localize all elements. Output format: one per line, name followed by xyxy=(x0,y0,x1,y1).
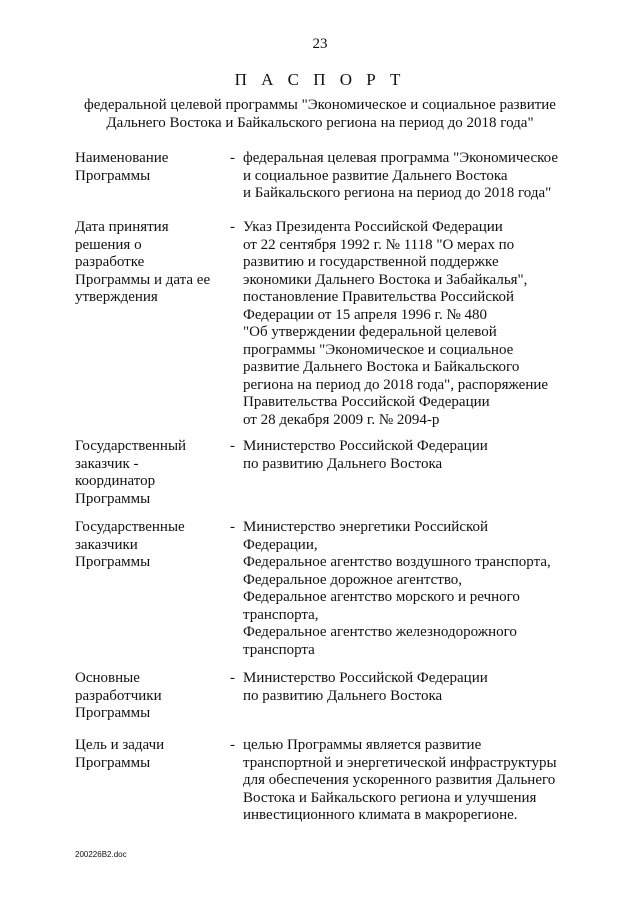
dash-separator: - xyxy=(230,438,235,454)
value-line: Федеральное агентство воздушного транспорта, xyxy=(243,554,551,570)
value-line: по развитию Дальнего Востока xyxy=(243,687,443,704)
value-line: Федерации от 15 апреля 1996 г. № 480 xyxy=(243,306,487,323)
value-line: Федеральное агентство морского и речного xyxy=(243,589,520,605)
value-line: Министерство Российской Федерации xyxy=(243,670,488,686)
section-label xyxy=(75,519,225,572)
label-line: утверждения xyxy=(75,289,158,305)
page-number: 23 xyxy=(312,36,328,52)
value-line: программы "Экономическое и социальное xyxy=(243,341,514,358)
value-line: и социальное развитие Дальнего Востока xyxy=(243,167,508,184)
value-line: инвестиционного климата в макрорегионе. xyxy=(243,807,518,823)
section-label xyxy=(75,219,225,307)
label-line: Программы xyxy=(75,167,151,184)
section-value xyxy=(243,519,583,659)
label-line: Наименование xyxy=(75,150,169,166)
section-value xyxy=(243,219,583,429)
label-line: Программы xyxy=(75,754,151,771)
value-line: развитию и государственной поддержке xyxy=(243,254,499,270)
value-line: развитие Дальнего Востока и Байкальского xyxy=(243,359,520,375)
value-line: Федеральное дорожное агентство, xyxy=(243,571,463,588)
label-line: решения о xyxy=(75,236,142,253)
value-line: постановление Правительства Российской xyxy=(243,289,515,305)
section-label xyxy=(75,737,225,772)
dash-separator: - xyxy=(230,219,235,235)
label-line: разработчики xyxy=(75,687,162,704)
value-line: "Об утверждении федеральной целевой xyxy=(243,324,497,340)
subtitle-line: федеральной целевой программы "Экономическое и социальное развитие xyxy=(84,97,556,113)
section-label xyxy=(75,438,225,508)
label-line: Программы xyxy=(75,705,151,721)
label-line: Дата принятия xyxy=(75,219,169,235)
value-line: Федерации, xyxy=(243,536,318,553)
value-line: Указ Президента Российской Федерации xyxy=(243,219,503,235)
label-line: Основные xyxy=(75,670,140,686)
value-line: транспорта, xyxy=(243,606,319,623)
dash-separator: - xyxy=(230,150,235,166)
value-line: Правительства Российской Федерации xyxy=(243,394,490,410)
value-line: от 22 сентября 1992 г. № 1118 "О мерах по xyxy=(243,236,515,253)
value-line: транспортной и энергетической инфраструктуры xyxy=(243,754,557,771)
file-name-footer: 200226В2.doc xyxy=(75,850,127,859)
value-line: и Байкальского региона на период до 2018 года" xyxy=(243,185,552,201)
label-line: Цель и задачи xyxy=(75,737,165,753)
label-line: Программы и дата ее xyxy=(75,271,211,288)
dash-separator: - xyxy=(230,670,235,686)
label-line: Программы xyxy=(75,554,151,570)
label-line: координатор xyxy=(75,473,156,489)
value-line: Министерство энергетики Российской xyxy=(243,519,489,535)
label-line: Государственные xyxy=(75,519,185,535)
section-label xyxy=(75,670,225,723)
value-line: Министерство Российской Федерации xyxy=(243,438,488,454)
section-value xyxy=(243,737,583,825)
document-title: П А С П О Р Т xyxy=(234,70,406,89)
section-value xyxy=(243,150,583,203)
section-value xyxy=(243,438,583,473)
value-line: экономики Дальнего Востока и Забайкалья", xyxy=(243,271,528,288)
label-line: заказчик - xyxy=(75,455,139,472)
value-line: для обеспечения ускоренного развития Дальнего xyxy=(243,772,556,788)
value-line: Востока и Байкальского региона и улучшения xyxy=(243,789,537,806)
value-line: от 28 декабря 2009 г. № 2094-р xyxy=(243,411,440,428)
document-subtitle xyxy=(70,96,570,132)
value-line: транспорта xyxy=(243,641,315,658)
section-value xyxy=(243,670,583,705)
label-line: заказчики xyxy=(75,536,138,553)
label-line: разработке xyxy=(75,254,145,270)
dash-separator: - xyxy=(230,519,235,535)
label-line: Государственный xyxy=(75,438,187,454)
value-line: целью Программы является развитие xyxy=(243,737,482,753)
label-line: Программы xyxy=(75,490,151,507)
value-line: Федеральное агентство железнодорожного xyxy=(243,624,517,640)
value-line: региона на период до 2018 года", распоряжение xyxy=(243,376,549,393)
value-line: по развитию Дальнего Востока xyxy=(243,455,443,472)
section-label xyxy=(75,150,225,185)
dash-separator: - xyxy=(230,737,235,753)
subtitle-line: Дальнего Востока и Байкальского региона на период до 2018 года" xyxy=(106,115,534,131)
value-line: федеральная целевая программа "Экономическое xyxy=(243,150,558,166)
